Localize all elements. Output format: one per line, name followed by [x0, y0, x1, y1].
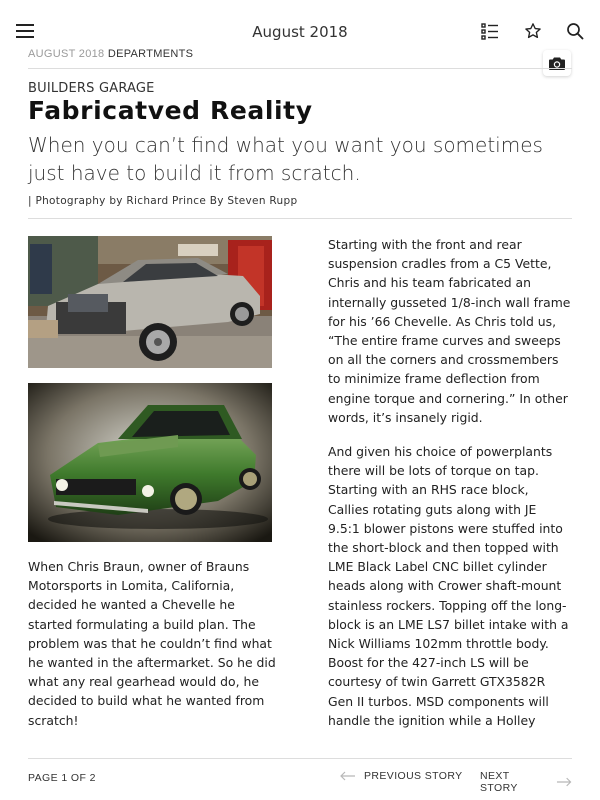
header-divider: [28, 68, 572, 69]
body-paragraph: And given his choice of powerplants there will be lots of torque on tap. Starting with an RHS race block, Callies rotating guts along with JE 9.5:1 blower pistons were stuffed into the short-block and then topped with LME Black Label CNC billet cylinder heads along with Crower shaft-mount stainless rockers. Topping off the long-block is an LME LS7 billet intake with a Nick Williams 102mm throttle body. Boost for the 427-inch LS will be courtesy of twin Garrett GTX3582R Gen II turbos. MSD components will handle the ignition while a Holley: [328, 444, 569, 728]
page-indicator: PAGE 1 OF 2: [28, 772, 96, 784]
article-divider: [28, 218, 572, 219]
breadcrumb-issue: AUGUST 2018: [28, 48, 105, 60]
green-chevelle-photo[interactable]: [28, 383, 272, 542]
footer-divider: [28, 758, 572, 759]
pagination-bar: [28, 770, 572, 794]
next-story-button[interactable]: [480, 770, 572, 794]
garage-chassis-photo[interactable]: [28, 236, 272, 368]
breadcrumb-section[interactable]: DEPARTMENTS: [107, 48, 194, 60]
previous-story-label: PREVIOUS STORY: [364, 770, 463, 782]
article-byline: | Photography by Richard Prince By Steven Rupp: [28, 195, 298, 207]
star-icon[interactable]: [524, 22, 542, 44]
breadcrumb: [28, 48, 193, 60]
article-body-column: [328, 235, 572, 745]
top-bar: [0, 0, 600, 44]
table-of-contents-icon[interactable]: [481, 22, 499, 44]
next-story-label: NEXT STORY: [480, 770, 518, 794]
article-headline: Fabricatved Reality: [28, 96, 313, 125]
arrow-right-icon: [556, 777, 572, 787]
camera-button[interactable]: [543, 50, 571, 76]
department-label: BUILDERS GARAGE: [28, 81, 155, 96]
arrow-left-icon: [340, 771, 356, 781]
intro-paragraph: When Chris Braun, owner of Brauns Motorsports in Lomita, California, decided he wanted a Chevelle he started formulating a build plan. The problem was that he couldn’t find what he wanted in the aftermarket. So he did what any real gearhead would do, he decided to build what he wanted from scratch!: [28, 559, 276, 728]
issue-title: August 2018: [252, 23, 348, 41]
body-paragraph: Starting with the front and rear suspension cradles from a C5 Vette, Chris and his team fabricated an internally gusseted 1/8-inch wall frame for his ’66 Chevelle. As Chris told us, “The entire frame curves and sweeps on all the corners and crossmembers to minimize frame deflection from engine torque and cornering.” In other words, it’s insanely rigid.: [328, 237, 571, 425]
search-icon[interactable]: [566, 22, 584, 44]
previous-story-button[interactable]: [340, 770, 463, 782]
article-deck: When you can’t find what you want you sometimes just have to build it from scratch.: [28, 133, 543, 185]
